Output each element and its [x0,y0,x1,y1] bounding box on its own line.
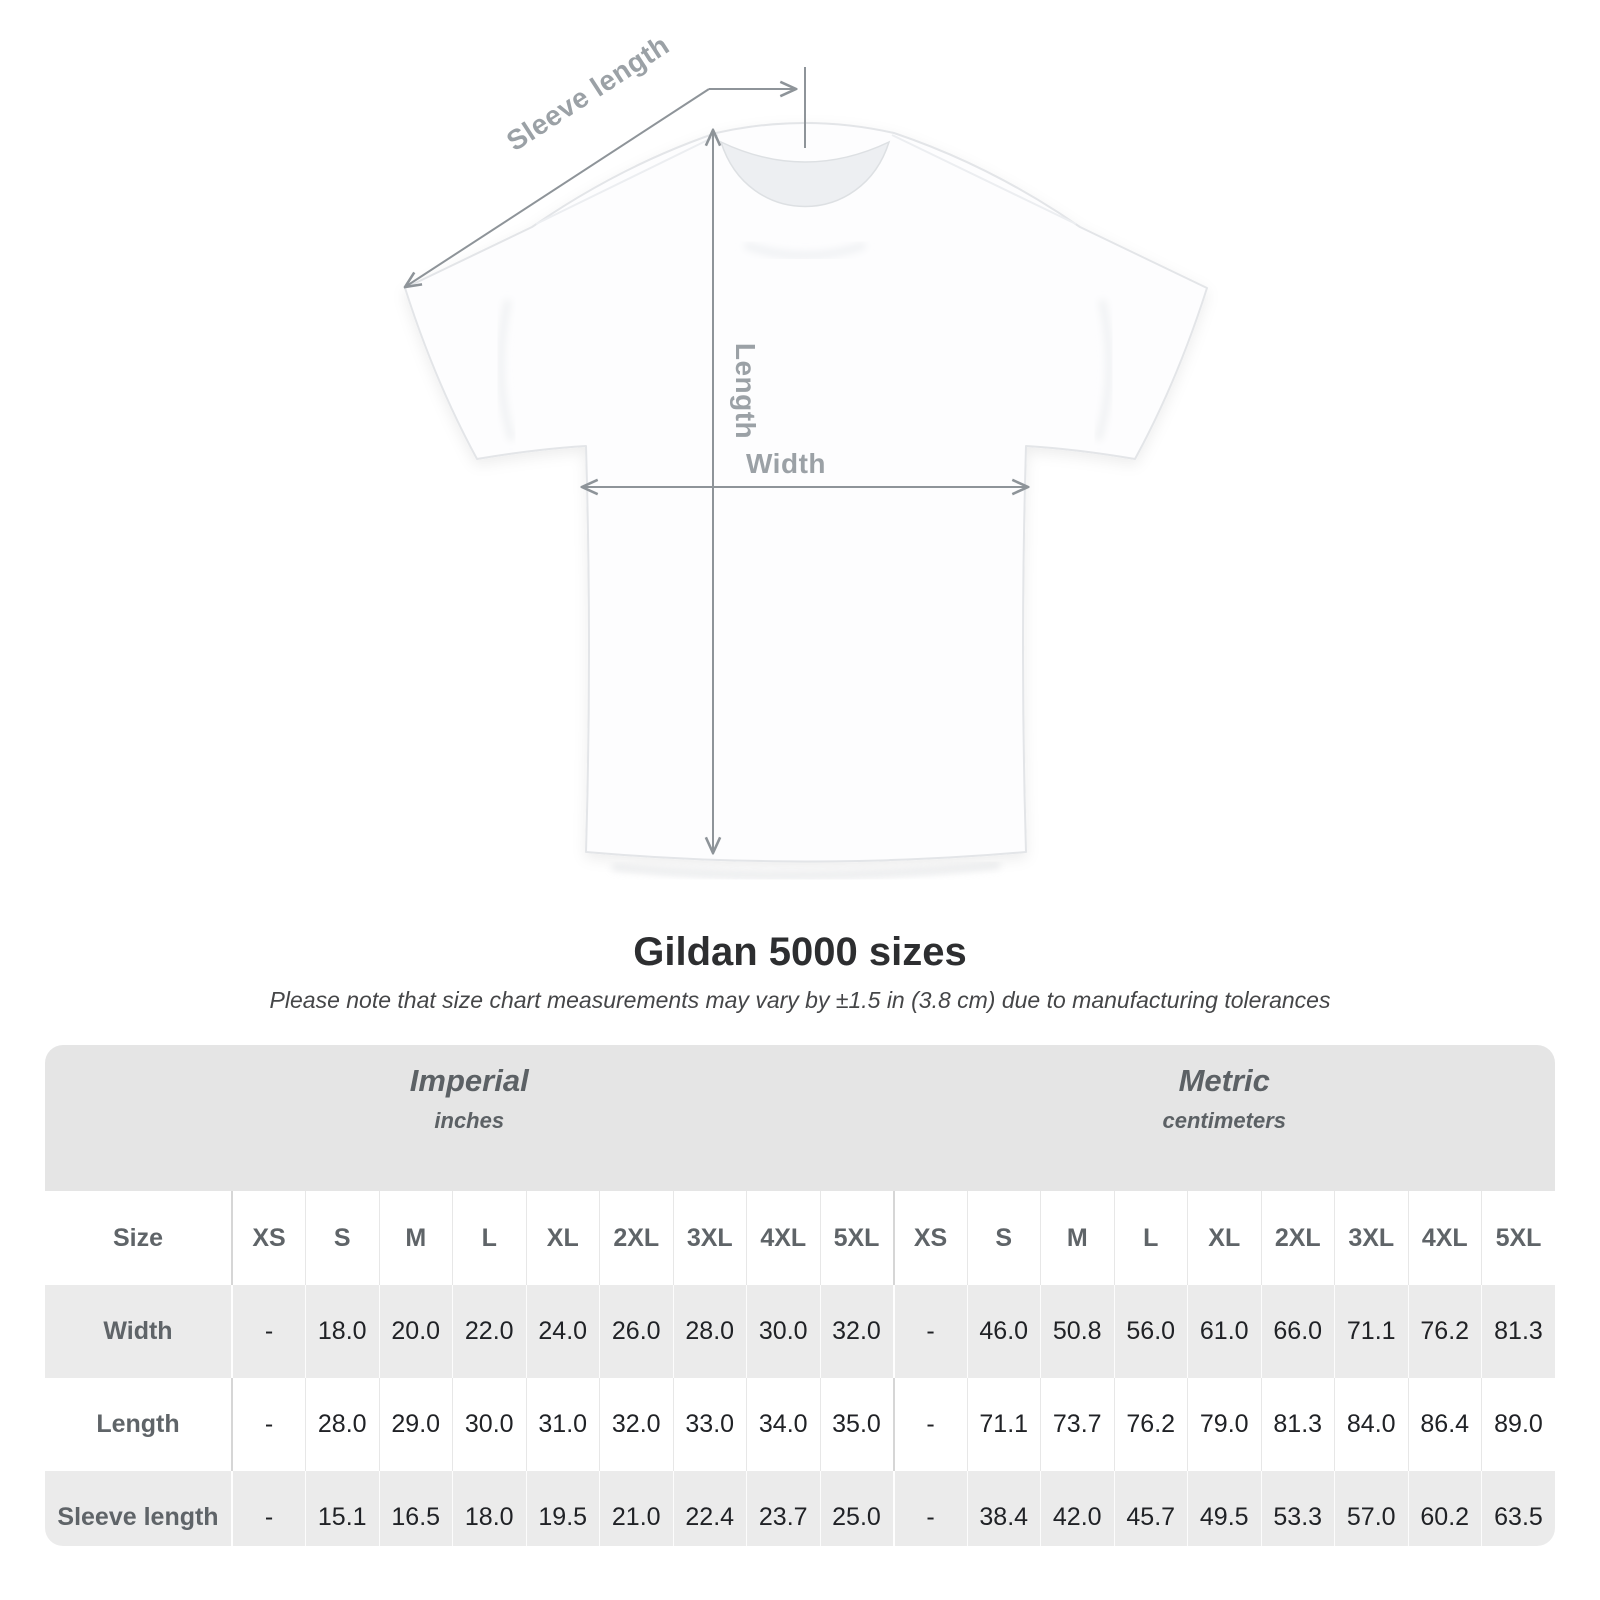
metric-size-m: M [1041,1191,1115,1285]
table-cell: 81.3 [1482,1285,1556,1378]
imperial-size-l: L [453,1191,527,1285]
table-cell: 89.0 [1482,1378,1556,1471]
table-cell: 18.0 [453,1471,527,1546]
imperial-size-4xl: 4XL [747,1191,821,1285]
table-cell: 32.0 [600,1378,674,1471]
width-row [45,1285,1555,1378]
table-cell: 32.0 [820,1285,894,1378]
imperial-size-5xl: 5XL [820,1191,894,1285]
table-cell: 31.0 [526,1378,600,1471]
size-column-header: Size [45,1191,232,1285]
table-cell: - [232,1471,306,1546]
table-cell: 56.0 [1114,1285,1188,1378]
table-cell: 15.1 [306,1471,380,1546]
table-cell: 22.4 [673,1471,747,1546]
table-cell: 22.0 [453,1285,527,1378]
table-cell: 25.0 [820,1471,894,1546]
table-cell: 35.0 [820,1378,894,1471]
table-cell: - [894,1378,968,1471]
table-cell: 73.7 [1041,1378,1115,1471]
metric-size-xl: XL [1188,1191,1262,1285]
sleeve-length-label: Sleeve length [500,29,675,157]
table-cell: 21.0 [600,1471,674,1546]
imperial-unit: inches [434,1108,505,1133]
length-row-label: Length [45,1378,232,1471]
table-cell: 84.0 [1335,1378,1409,1471]
imperial-size-m: M [379,1191,453,1285]
imperial-size-s: S [306,1191,380,1285]
table-cell: 19.5 [526,1471,600,1546]
metric-size-s: S [967,1191,1041,1285]
width-label: Width [746,448,826,479]
imperial-label: Imperial [409,1063,529,1098]
hem-shadow [612,865,1000,876]
table-cell: 30.0 [453,1378,527,1471]
unit-group-row [45,1045,1555,1191]
metric-size-4xl: 4XL [1408,1191,1482,1285]
table-cell: - [232,1285,306,1378]
imperial-size-xl: XL [526,1191,600,1285]
table-cell: 63.5 [1482,1471,1556,1546]
sleeve-length-row [45,1471,1555,1546]
table-cell: 60.2 [1408,1471,1482,1546]
page-title: Gildan 5000 sizes [633,930,967,974]
metric-label: Metric [1178,1063,1270,1098]
table-cell: 34.0 [747,1378,821,1471]
tolerance-note: Please note that size chart measurements may vary by ±1.5 in (3.8 cm) due to manufacturing tolerances [269,987,1331,1013]
table-cell: 33.0 [673,1378,747,1471]
imperial-size-xs: XS [232,1191,306,1285]
table-cell: 28.0 [673,1285,747,1378]
metric-size-2xl: 2XL [1261,1191,1335,1285]
table-cell: 86.4 [1408,1378,1482,1471]
imperial-group-header [45,1045,894,1191]
heading [0,930,1600,1014]
table-cell: 16.5 [379,1471,453,1546]
table-cell: - [894,1471,968,1546]
table-cell: 26.0 [600,1285,674,1378]
table-cell: 46.0 [967,1285,1041,1378]
table-cell: 29.0 [379,1378,453,1471]
metric-size-l: L [1114,1191,1188,1285]
tshirt-graphic [405,123,1207,876]
table-cell: 42.0 [1041,1471,1115,1546]
table-cell: - [232,1378,306,1471]
imperial-size-2xl: 2XL [600,1191,674,1285]
table-cell: 71.1 [967,1378,1041,1471]
size-chart-table [45,1045,1555,1546]
table-cell: 45.7 [1114,1471,1188,1546]
table-cell: 30.0 [747,1285,821,1378]
table-cell: 53.3 [1261,1471,1335,1546]
metric-group-header [894,1045,1556,1191]
imperial-size-3xl: 3XL [673,1191,747,1285]
table-cell: 61.0 [1188,1285,1262,1378]
length-label: Length [730,342,761,440]
table-cell: 71.1 [1335,1285,1409,1378]
size-header-row [45,1191,1555,1285]
table-cell: 49.5 [1188,1471,1262,1546]
metric-unit: centimeters [1162,1108,1286,1133]
table-cell: - [894,1285,968,1378]
table-cell: 76.2 [1408,1285,1482,1378]
sleeve-length-row-label: Sleeve length [45,1471,232,1546]
size-table-container [45,1045,1555,1546]
table-cell: 81.3 [1261,1378,1335,1471]
metric-size-3xl: 3XL [1335,1191,1409,1285]
table-cell: 79.0 [1188,1378,1262,1471]
table-cell: 20.0 [379,1285,453,1378]
tshirt-body [405,123,1207,862]
table-cell: 23.7 [747,1471,821,1546]
length-row [45,1378,1555,1471]
table-cell: 28.0 [306,1378,380,1471]
table-cell: 18.0 [306,1285,380,1378]
table-cell: 76.2 [1114,1378,1188,1471]
table-cell: 57.0 [1335,1471,1409,1546]
metric-size-xs: XS [894,1191,968,1285]
metric-size-5xl: 5XL [1482,1191,1556,1285]
width-row-label: Width [45,1285,232,1378]
table-cell: 50.8 [1041,1285,1115,1378]
table-cell: 38.4 [967,1471,1041,1546]
table-cell: 24.0 [526,1285,600,1378]
table-cell: 66.0 [1261,1285,1335,1378]
